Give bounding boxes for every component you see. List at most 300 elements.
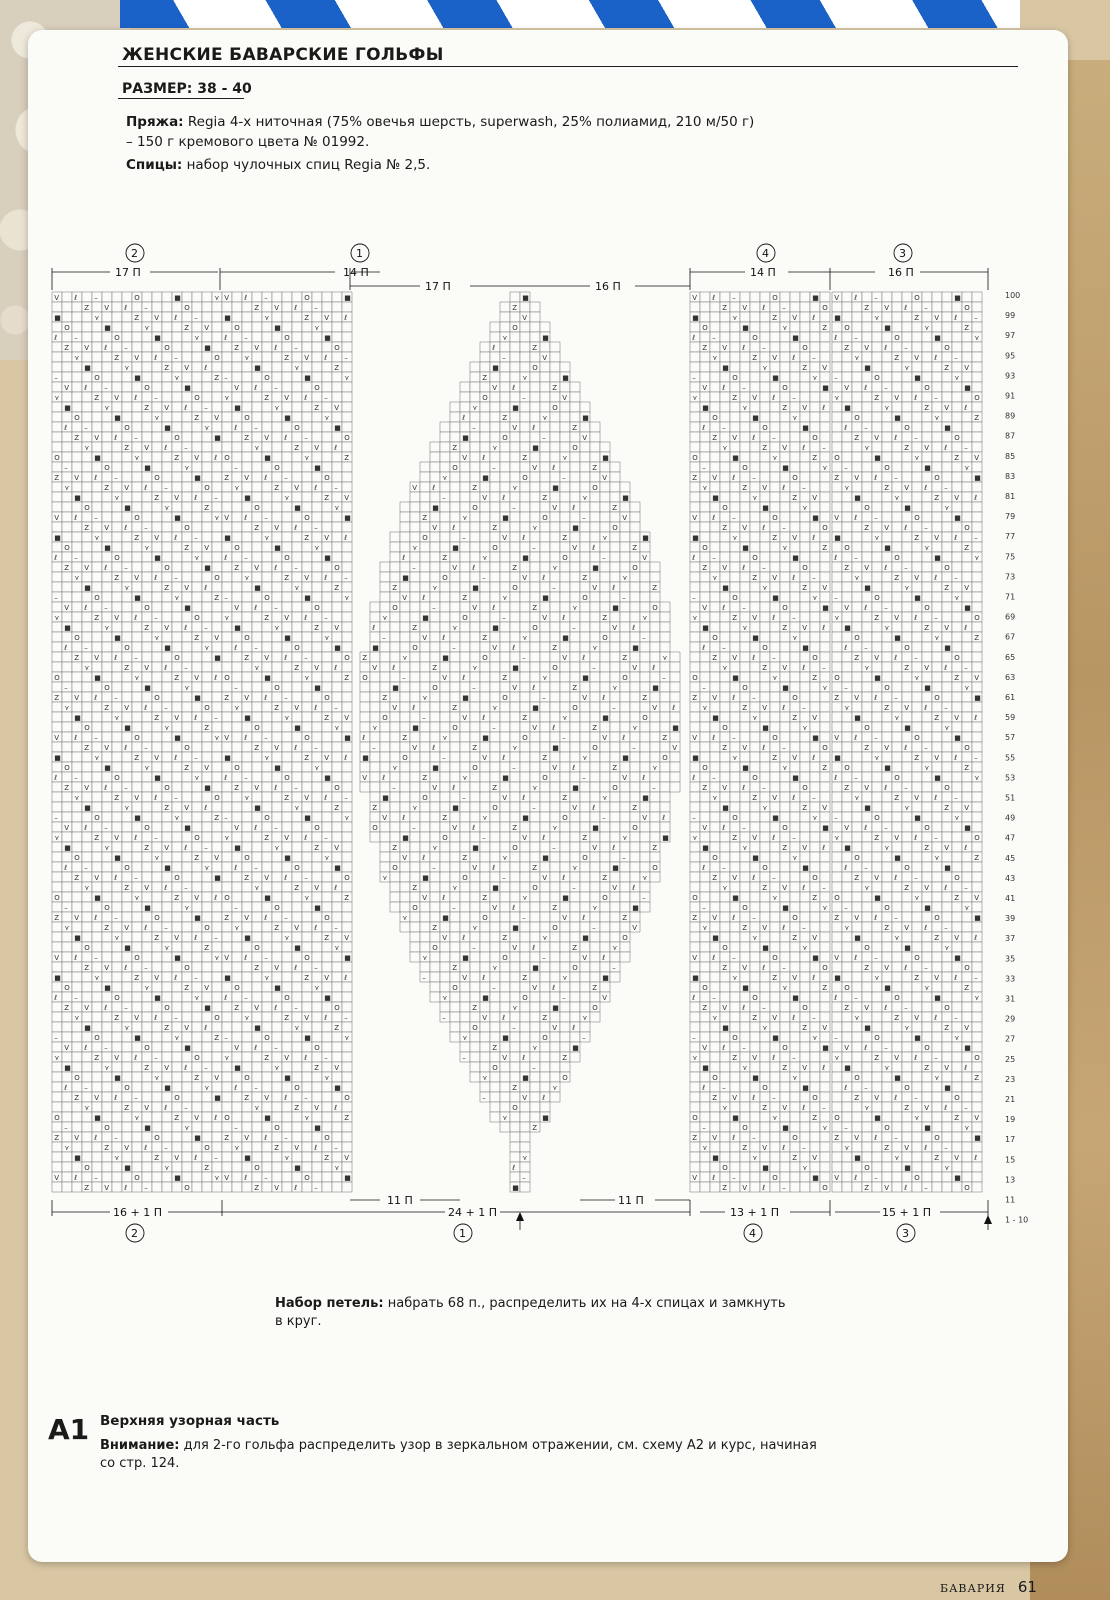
chart-cell-section-1 [242,722,252,732]
chart-cell-section-1 [262,342,272,352]
chart-cell-section-1 [342,1122,352,1132]
chart-cell-section-4 [690,1152,700,1162]
chart-cell-section-2 [62,472,72,482]
chart-cell-section-1 [262,552,272,562]
chart-cell-section-2 [192,1012,202,1022]
chart-cell-section-2 [52,1022,62,1032]
chart-cell-section-1 [222,852,232,862]
chart-cell-section-2 [132,492,142,502]
chart-cell-section-2 [202,522,212,532]
chart-cell-section-4 [750,592,760,602]
chart-cell-section-2 [192,402,202,412]
chart-cell-section-2 [202,1152,212,1162]
chart-cell-section-2 [132,482,142,492]
chart-cell-section-1 [272,1152,282,1162]
chart-cell-section-1 [322,482,332,492]
chart-cell-section-4 [740,1162,750,1172]
chart-cell-section-2 [62,392,72,402]
chart-cell-section-4 [750,302,760,312]
chart-cell-section-3 [932,512,942,522]
chart-cell-section-2 [122,682,132,692]
chart-cell-section-2 [82,452,92,462]
chart-cell-section-4 [690,1082,700,1092]
chart-cell-section-3 [942,352,952,362]
chart-cell-section-4 [730,862,740,872]
chart-cell-section-4 [710,802,720,812]
chart-cell-section-2 [202,772,212,782]
chart-cell-section-4 [820,812,830,822]
chart-cell-section-4 [760,872,770,882]
chart-cell-section-4 [800,832,810,842]
chart-cell-section-2 [92,632,102,642]
chart-cell-section-4 [690,1162,700,1172]
chart-cell-section-2 [82,682,92,692]
chart-cell-section-4 [780,492,790,502]
chart-cell-section-4 [710,422,720,432]
chart-cell-section-4 [790,922,800,932]
chart-cell-section-2 [152,1082,162,1092]
chart-cell-section-4 [770,862,780,872]
chart-cell-section-2 [92,982,102,992]
chart-cell-section-2 [212,422,222,432]
chart-cell-section-4 [690,1122,700,1132]
chart-cell-section-4 [700,1132,710,1142]
chart-cell-section-3 [852,892,862,902]
chart-cell-section-1 [312,642,322,652]
chart-cell-section-3 [842,312,852,322]
chart-cell-section-2 [62,522,72,532]
chart-cell-section-1 [262,902,272,912]
chart-cell-section-3 [922,672,932,682]
chart-cell-section-2 [132,362,142,372]
chart-cell-section-2 [82,932,92,942]
chart-cell-section-4 [810,1072,820,1082]
chart-cell-section-2 [122,392,132,402]
chart-cell-section-1 [312,1162,322,1172]
chart-cell-section-1 [222,482,232,492]
chart-cell-section-2 [72,752,82,762]
chart-cell-section-2 [152,322,162,332]
chart-cell-section-1 [282,1172,292,1182]
chart-cell-section-2 [182,1002,192,1012]
chart-cell-section-4 [760,322,770,332]
chart-cell-section-2 [122,1152,132,1162]
chart-cell-section-2 [82,1012,92,1022]
chart-cell-section-3 [902,912,912,922]
chart-cell-section-4 [700,972,710,982]
chart-cell-section-3 [882,332,892,342]
chart-cell-section-1 [342,632,352,642]
chart-cell-section-1 [312,532,322,542]
chart-cell-section-4 [690,792,700,802]
chart-cell-section-2 [212,722,222,732]
chart-cell-section-4 [750,1112,760,1122]
chart-cell-section-3 [902,932,912,942]
chart-cell-section-3 [932,672,942,682]
chart-cell-section-3 [882,392,892,402]
bavarian-flag-strip [120,0,1020,28]
chart-cell-section-2 [82,652,92,662]
chart-cell-section-4 [820,992,830,1002]
chart-cell-section-3 [892,952,902,962]
chart-cell-section-4 [730,462,740,472]
chart-cell-section-4 [820,1112,830,1122]
chart-cell-section-2 [162,1012,172,1022]
chart-cell-section-2 [132,742,142,752]
chart-cell-section-2 [102,632,112,642]
chart-cell-section-2 [192,1082,202,1092]
chart-cell-section-2 [212,1182,222,1192]
chart-cell-section-4 [710,382,720,392]
chart-cell-section-2 [152,952,162,962]
chart-cell-section-2 [62,852,72,862]
chart-cell-section-3 [942,932,952,942]
chart-cell-section-3 [892,602,902,612]
chart-cell-section-3 [852,582,862,592]
chart-cell-section-2 [132,702,142,712]
chart-cell-section-2 [52,822,62,832]
chart-cell-section-2 [212,1082,222,1092]
chart-cell-section-4 [800,1172,810,1182]
chart-cell-section-3 [892,292,902,302]
chart-cell-section-1 [322,1162,332,1172]
chart-cell-section-4 [810,832,820,842]
chart-cell-section-4 [710,1002,720,1012]
chart-cell-section-1 [342,762,352,772]
chart-cell-section-2 [212,822,222,832]
chart-cell-section-3 [962,722,972,732]
chart-cell-section-1 [322,452,332,462]
chart-cell-section-2 [92,322,102,332]
chart-cell-section-3 [932,802,942,812]
chart-cell-section-1 [222,1022,232,1032]
chart-cell-section-1 [312,582,322,592]
chart-cell-section-3 [892,752,902,762]
chart-cell-section-1 [262,782,272,792]
chart-cell-section-1 [252,332,262,342]
chart-cell-section-2 [52,792,62,802]
chart-cell-section-3 [842,632,852,642]
chart-cell-section-1 [292,852,302,862]
chart-cell-section-4 [820,1032,830,1042]
chart-cell-section-3 [912,602,922,612]
chart-cell-section-1 [322,862,332,872]
chart-cell-section-1 [232,442,242,452]
chart-cell-section-2 [122,1032,132,1042]
chart-cell-section-4 [690,522,700,532]
chart-cell-section-2 [142,672,152,682]
chart-cell-section-2 [212,612,222,622]
chart-cell-section-2 [52,962,62,972]
chart-cell-section-1 [272,832,282,842]
chart-cell-section-2 [102,362,112,372]
chart-cell-section-2 [102,352,112,362]
chart-cell-section-1 [252,692,262,702]
chart-cell-section-2 [162,822,172,832]
chart-cell-section-3 [962,552,972,562]
chart-cell-section-4 [800,932,810,942]
chart-cell-section-1 [252,512,262,522]
chart-cell-section-2 [92,482,102,492]
chart-cell-section-4 [810,782,820,792]
chart-cell-section-3 [942,512,952,522]
chart-cell-section-2 [132,642,142,652]
chart-cell-section-4 [820,552,830,562]
chart-cell-section-3 [862,622,872,632]
chart-cell-section-3 [932,812,942,822]
chart-cell-section-2 [212,462,222,472]
chart-cell-section-3 [912,802,922,812]
chart-cell-section-3 [902,512,912,522]
chart-cell-section-2 [82,692,92,702]
chart-cell-section-3 [912,302,922,312]
chart-cell-section-2 [162,872,172,882]
chart-cell-section-4 [730,712,740,722]
chart-cell-section-2 [142,1172,152,1182]
chart-cell-section-2 [122,412,132,422]
chart-cell-section-4 [820,412,830,422]
chart-cell-section-3 [952,442,962,452]
chart-cell-section-4 [740,722,750,732]
chart-cell-section-2 [112,882,122,892]
chart-cell-section-1 [242,562,252,572]
chart-cell-section-4 [690,1042,700,1052]
chart-cell-section-3 [882,372,892,382]
chart-cell-section-3 [932,942,942,952]
chart-cell-section-1 [232,1092,242,1102]
chart-cell-section-4 [800,492,810,502]
chart-cell-section-4 [800,822,810,832]
chart-cell-section-1 [242,1062,252,1072]
chart-cell-section-2 [62,912,72,922]
chart-cell-section-3 [842,962,852,972]
chart-cell-section-2 [52,782,62,792]
chart-cell-section-3 [902,892,912,902]
chart-cell-section-4 [770,602,780,612]
chart-cell-section-3 [942,612,952,622]
chart-cell-section-2 [112,682,122,692]
chart-cell-section-1 [312,512,322,522]
chart-cell-section-1 [282,622,292,632]
chart-cell-section-3 [852,482,862,492]
chart-cell-section-1 [292,352,302,362]
chart-cell-section-2 [92,422,102,432]
chart-cell-section-4 [710,682,720,692]
chart-cell-section-4 [800,552,810,562]
chart-cell-section-2 [162,1152,172,1162]
chart-cell-section-1 [252,812,262,822]
chart-cell-section-1 [282,1002,292,1012]
chart-cell-section-2 [202,992,212,1002]
chart-cell-section-2 [112,812,122,822]
chart-cell-section-3 [842,802,852,812]
chart-cell-section-3 [972,872,982,882]
chart-cell-section-3 [932,342,942,352]
chart-cell-section-1 [342,662,352,672]
chart-cell-section-2 [82,532,92,542]
chart-cell-section-2 [72,842,82,852]
chart-cell-section-1 [272,732,282,742]
chart-cell-section-3 [882,532,892,542]
chart-cell-section-1 [232,892,242,902]
chart-cell-section-1 [282,1112,292,1122]
chart-cell-section-2 [72,1142,82,1152]
chart-cell-section-1 [312,832,322,842]
chart-cell-section-1 [302,642,312,652]
chart-cell-section-3 [862,612,872,622]
chart-cell-section-1 [292,832,302,842]
chart-cell-section-3 [902,472,912,482]
chart-cell-section-1 [242,1082,252,1092]
chart-cell-section-2 [92,302,102,312]
chart-cell-section-4 [760,1052,770,1062]
chart-cell-section-3 [942,322,952,332]
chart-cell-section-1 [322,672,332,682]
chart-cell-section-1 [282,1162,292,1172]
chart-cell-section-2 [212,542,222,552]
chart-cell-section-2 [122,732,132,742]
chart-cell-section-4 [820,292,830,302]
chart-cell-section-2 [62,592,72,602]
chart-cell-section-1 [222,582,232,592]
chart-cell-section-3 [902,732,912,742]
chart-cell-section-3 [862,552,872,562]
chart-cell-section-4 [710,782,720,792]
chart-cell-section-2 [152,512,162,522]
chart-cell-section-2 [172,662,182,672]
chart-cell-section-3 [952,842,962,852]
chart-cell-section-4 [770,632,780,642]
chart-cell-section-3 [832,622,842,632]
chart-cell-section-2 [132,412,142,422]
chart-cell-section-4 [720,1152,730,1162]
chart-cell-section-2 [92,942,102,952]
chart-cell-section-1 [262,682,272,692]
chart-cell-section-2 [182,692,192,702]
chart-cell-section-2 [192,682,202,692]
chart-cell-section-3 [872,932,882,942]
chart-cell-section-3 [932,382,942,392]
chart-cell-section-4 [730,932,740,942]
chart-cell-section-1 [272,422,282,432]
chart-cell-section-1 [222,1062,232,1072]
chart-cell-section-2 [192,462,202,472]
chart-cell-section-3 [902,552,912,562]
chart-cell-section-2 [62,1162,72,1172]
chart-cell-section-1 [242,1102,252,1112]
chart-cell-section-4 [710,902,720,912]
chart-cell-section-4 [730,942,740,952]
chart-cell-section-1 [252,412,262,422]
chart-cell-section-3 [912,492,922,502]
chart-cell-section-3 [872,792,882,802]
chart-cell-section-4 [790,372,800,382]
chart-cell-section-1 [262,1072,272,1082]
chart-cell-section-2 [82,792,92,802]
chart-cell-section-1 [332,322,342,332]
chart-cell-section-1 [292,682,302,692]
chart-cell-section-4 [800,742,810,752]
chart-cell-section-4 [710,482,720,492]
chart-cell-section-2 [152,812,162,822]
chart-cell-section-2 [162,312,172,322]
chart-cell-section-4 [750,1172,760,1182]
chart-cell-section-4 [800,452,810,462]
chart-cell-section-2 [122,352,132,362]
chart-cell-section-1 [242,672,252,682]
chart-cell-section-1 [302,862,312,872]
chart-cell-section-2 [72,812,82,822]
chart-cell-section-1 [282,782,292,792]
chart-cell-section-4 [810,1122,820,1132]
chart-cell-section-3 [892,582,902,592]
chart-cell-section-3 [862,712,872,722]
chart-cell-section-2 [52,422,62,432]
chart-cell-section-1 [262,422,272,432]
chart-cell-section-3 [842,492,852,502]
chart-cell-section-4 [740,792,750,802]
chart-cell-section-2 [92,852,102,862]
chart-cell-section-1 [292,902,302,912]
chart-cell-section-2 [142,992,152,1002]
chart-cell-section-2 [192,1122,202,1132]
chart-cell-section-2 [102,722,112,732]
chart-cell-section-1 [342,342,352,352]
chart-cell-section-4 [760,332,770,342]
chart-cell-section-2 [92,1182,102,1192]
chart-cell-section-2 [162,952,172,962]
chart-cell-section-2 [62,722,72,732]
chart-cell-section-4 [760,982,770,992]
chart-cell-section-2 [102,292,112,302]
chart-cell-section-3 [972,812,982,822]
chart-cell-section-1 [252,712,262,722]
chart-cell-section-2 [52,442,62,452]
chart-cell-section-3 [912,552,922,562]
chart-cell-section-4 [770,522,780,532]
chart-cell-section-2 [72,582,82,592]
chart-cell-section-4 [700,572,710,582]
chart-cell-section-2 [212,402,222,412]
chart-cell-section-4 [770,1182,780,1192]
chart-cell-section-4 [780,1112,790,1122]
chart-cell-section-3 [892,842,902,852]
chart-cell-section-1 [332,312,342,322]
chart-cell-section-4 [720,982,730,992]
chart-cell-section-1 [282,342,292,352]
chart-cell-section-1 [302,502,312,512]
chart-cell-section-3 [962,332,972,342]
chart-cell-section-2 [122,592,132,602]
chart-cell-section-4 [700,992,710,1002]
chart-cell-section-2 [112,1172,122,1182]
chart-cell-section-4 [750,982,760,992]
chart-cell-section-4 [810,762,820,772]
chart-cell-section-1 [312,572,322,582]
chart-cell-section-3 [902,312,912,322]
chart-cell-section-4 [740,512,750,522]
chart-cell-section-2 [152,1002,162,1012]
chart-cell-section-1 [342,382,352,392]
chart-cell-section-4 [820,492,830,502]
chart-cell-section-2 [192,1182,202,1192]
chart-cell-section-1 [342,1132,352,1142]
chart-cell-section-3 [842,672,852,682]
chart-cell-section-2 [212,1002,222,1012]
chart-cell-section-3 [842,752,852,762]
chart-cell-section-3 [962,432,972,442]
chart-cell-section-2 [82,762,92,772]
